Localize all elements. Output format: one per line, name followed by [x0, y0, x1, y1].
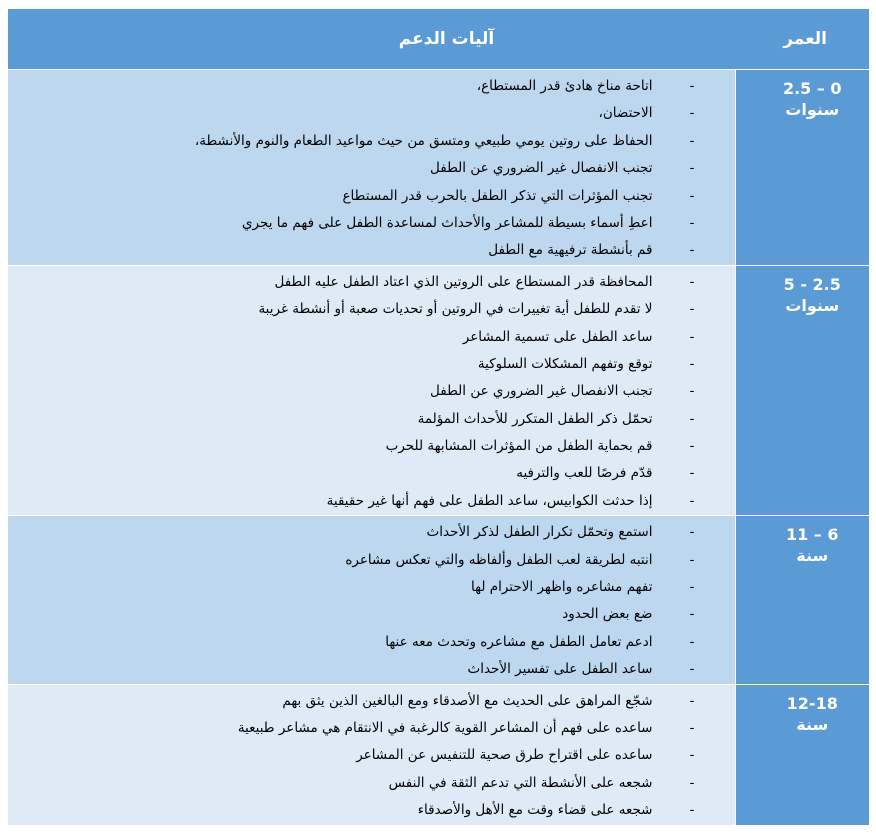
- list-item: - شجعه على الأنشطة التي تدعم الثقة في النفس: [8, 770, 735, 797]
- table-header-row: [8, 9, 869, 70]
- age-cell: [735, 516, 869, 684]
- mechanisms-cell: [8, 516, 735, 684]
- mechanisms-cell: [8, 265, 735, 516]
- list-item: - ساعد الطفل على تفسير الأحداث: [8, 656, 735, 683]
- age-range: 2.5 - 5: [783, 274, 841, 294]
- list-item: - ضع بعض الحدود: [8, 601, 735, 628]
- age-unit: سنة: [796, 546, 829, 566]
- list-item: - تحمّل ذكر الطفل المتكرر للأحداث المؤلمة: [8, 406, 735, 433]
- age-range: 0 – 2.5: [782, 79, 842, 98]
- age-column-header: العمر: [735, 9, 869, 70]
- mechanisms-list: [8, 688, 735, 825]
- list-item: - اعطِ أسماء بسيطة للمشاعر والأحداث لمساعدة الطفل على فهم ما يجري: [8, 210, 735, 237]
- list-item: - استمع وتحمّل تكرار الطفل لذكر الأحداث: [8, 519, 735, 546]
- list-item: - تجنب الانفصال غير الضروري عن الطفل: [8, 155, 735, 182]
- list-item: - توقع وتفهم المشكلات السلوكية: [8, 351, 735, 378]
- age-cell: [735, 265, 869, 516]
- list-item: - ساعد الطفل على تسمية المشاعر: [8, 324, 735, 351]
- support-table-container: [8, 9, 869, 825]
- mechanisms-cell: [8, 684, 735, 824]
- mechanisms-list: [8, 269, 735, 516]
- list-item: - ادعم تعامل الطفل مع مشاعره وتحدث معه عنها: [8, 629, 735, 656]
- age-cell: [735, 684, 869, 824]
- list-item: - انتبه لطريقة لعب الطفل وألفاظه والتي تعكس مشاعره: [8, 547, 735, 574]
- support-mechanisms-table: [8, 9, 869, 825]
- list-item: - اتاحة مناخ هادئ قدر المستطاع،: [8, 73, 735, 100]
- list-item: - تجنب المؤثرات التي تذكر الطفل بالحرب قدر المستطاع: [8, 183, 735, 210]
- mechanisms-list: [8, 519, 735, 683]
- list-item: - قم بحماية الطفل من المؤثرات المشابهة للحرب: [8, 433, 735, 460]
- age-unit: سنوات: [785, 100, 840, 119]
- table-row-age-2.5-5: [8, 265, 869, 516]
- age-unit: سنوات: [785, 295, 840, 315]
- mechanisms-cell: [8, 70, 735, 266]
- list-item: - تجنب الانفصال غير الضروري عن الطفل: [8, 378, 735, 405]
- table-row-age-12-18: [8, 684, 869, 824]
- mechanisms-list: [8, 73, 735, 265]
- list-item: - ساعده على فهم أن المشاعر القوية كالرغبة في الانتقام هي مشاعر طبيعية: [8, 715, 735, 742]
- list-item: - الحفاظ على روتين يومي طبيعي ومتسق من حيث مواعيد الطعام والنوم والأنشطة،: [8, 128, 735, 155]
- list-item: - قم بأنشطة ترفيهية مع الطفل: [8, 237, 735, 264]
- list-item: - لا تقدم للطفل أية تغييرات في الروتين أو تحديات صعبة أو أنشطة غريبة: [8, 296, 735, 323]
- list-item: - ساعده على اقتراح طرق صحية للتنفيس عن المشاعر: [8, 742, 735, 769]
- table-row-age-0-2.5: [8, 70, 869, 266]
- list-item: - شجعه على قضاء وقت مع الأهل والأصدقاء: [8, 797, 735, 824]
- age-range: 12-18: [786, 693, 838, 713]
- table-row-age-6-11: [8, 516, 869, 684]
- list-item: - المحافظة قدر المستطاع على الروتين الذي اعتاد الطفل عليه الطفل: [8, 269, 735, 296]
- mechanisms-column-header: آليات الدعم: [8, 9, 735, 70]
- list-item: - قدّم فرصًا للعب والترفيه: [8, 460, 735, 487]
- list-item: - تفهم مشاعره واظهر الاحترام لها: [8, 574, 735, 601]
- list-item: - الاحتضان،: [8, 100, 735, 127]
- age-cell: [735, 70, 869, 266]
- list-item: - إذا حدثت الكوابيس، ساعد الطفل على فهم أنها غير حقيقية: [8, 488, 735, 515]
- age-range: 6 – 11: [785, 525, 839, 545]
- list-item: - شجّع المراهق على الحديث مع الأصدقاء ومع البالغين الذين يثق بهم: [8, 688, 735, 715]
- age-unit: سنة: [796, 714, 829, 734]
